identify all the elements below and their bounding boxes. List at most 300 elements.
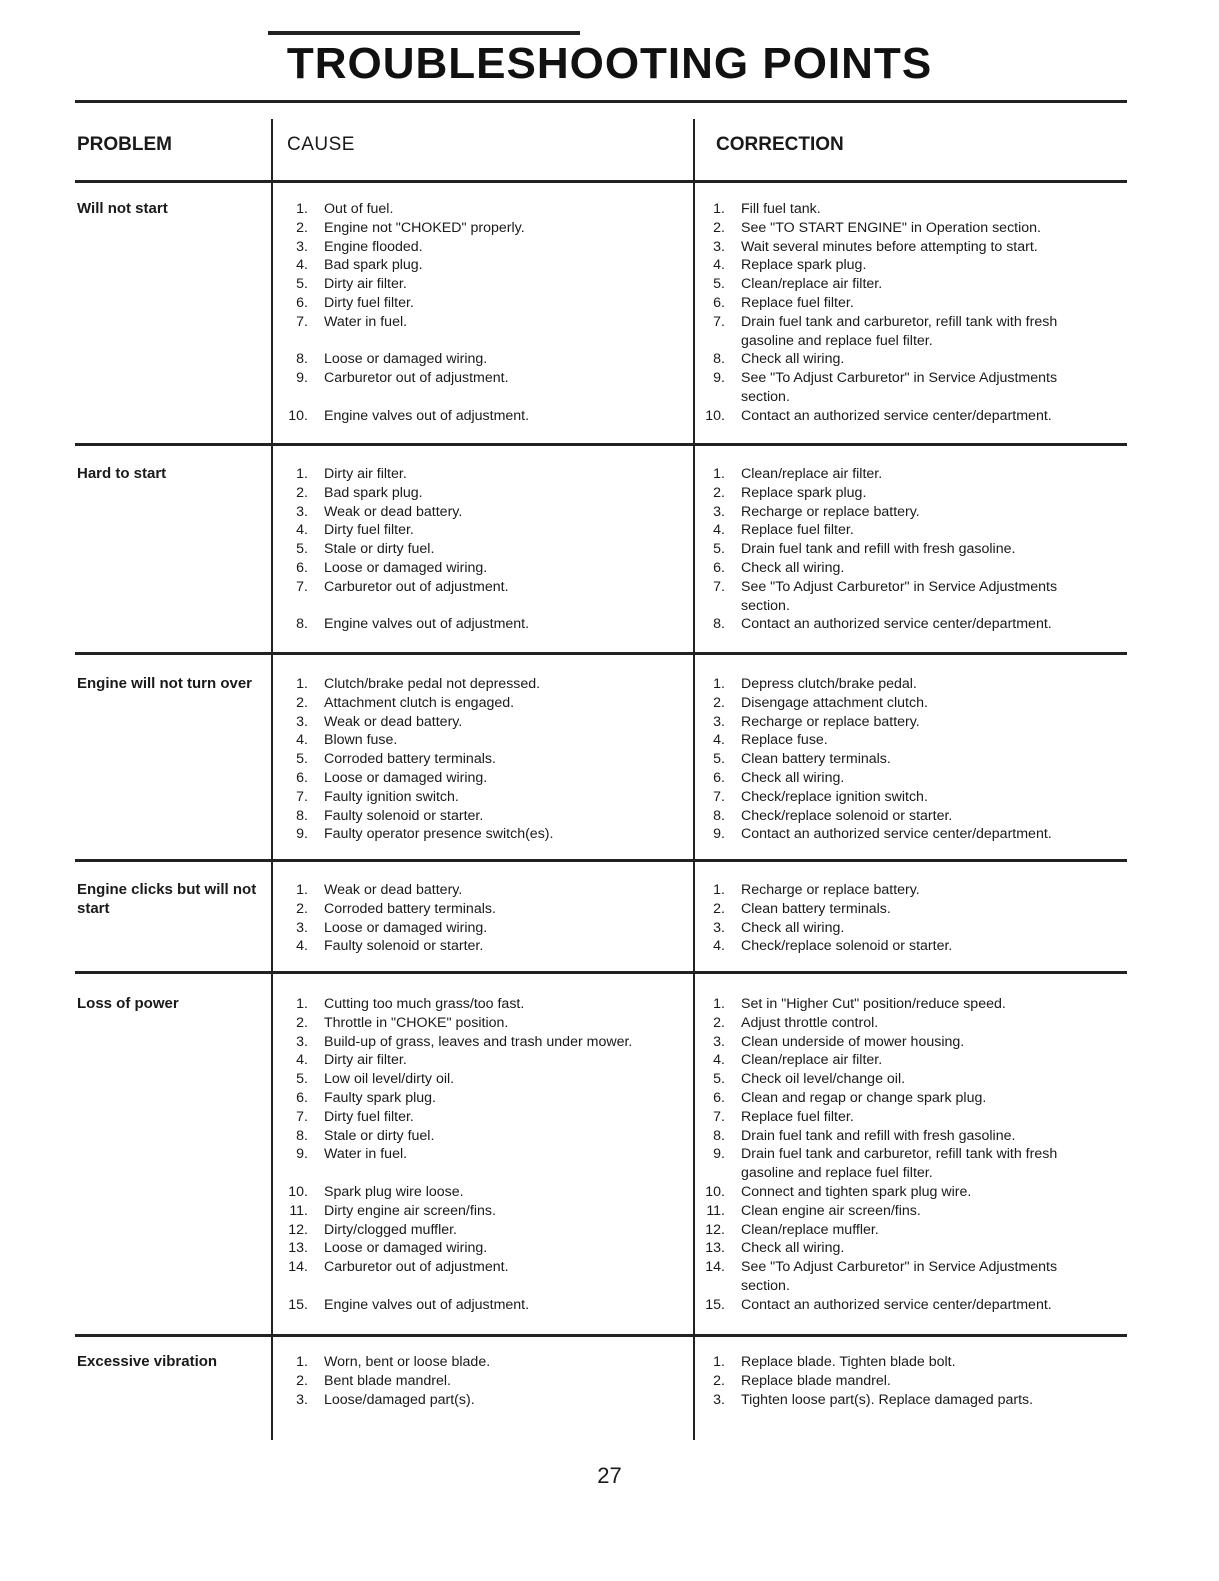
correction-item [697, 1033, 1107, 1052]
item-number: 4. [713, 938, 725, 955]
item-text: section. [741, 1277, 790, 1294]
item-text: Corroded battery terminals. [324, 900, 496, 917]
item-text: Replace fuel filter. [741, 294, 854, 311]
correction-item [697, 1089, 1107, 1108]
item-number: 3. [713, 713, 725, 730]
item-number: 4. [713, 522, 725, 539]
item-number: 15. [705, 1296, 725, 1313]
item-text: Spark plug wire loose. [324, 1183, 464, 1200]
item-text: Bad spark plug. [324, 484, 423, 501]
item-text: section. [741, 597, 790, 614]
item-text: Drain fuel tank and carburetor, refill tank with fresh [741, 1146, 1058, 1163]
item-text: Drain fuel tank and carburetor, refill tank with fresh [741, 313, 1058, 330]
problem-label: Engine clicks but will not start [77, 881, 257, 917]
section-divider [75, 1334, 1127, 1337]
item-number: 1. [713, 466, 725, 482]
cause-item [280, 769, 680, 788]
item-text: Wait several minutes before attempting to start. [741, 238, 1038, 255]
item-text: Tighten loose part(s). Replace damaged parts. [741, 1391, 1034, 1408]
cause-item [280, 807, 680, 826]
cause-item [280, 1239, 680, 1258]
correction-item [697, 388, 1107, 407]
item-text: Dirty air filter. [324, 1052, 407, 1069]
item-text: Recharge or replace battery. [741, 503, 920, 520]
item-number: 3. [296, 919, 308, 936]
cause-item [280, 219, 680, 238]
item-text: Clean/replace air filter. [741, 276, 883, 293]
item-number: 9. [296, 1146, 308, 1163]
item-text: Check/replace solenoid or starter. [741, 807, 953, 824]
item-number: 5. [713, 1071, 725, 1088]
page-number: 27 [597, 1463, 622, 1488]
item-text: Stale or dirty fuel. [324, 1127, 435, 1144]
item-number: 11. [289, 1202, 308, 1219]
correction-item [697, 1258, 1107, 1277]
item-number: 8. [296, 616, 308, 633]
item-text: Clean and regap or change spark plug. [741, 1089, 987, 1106]
item-number: 3. [296, 1033, 308, 1050]
item-text: Recharge or replace battery. [741, 882, 920, 898]
item-text: Check/replace solenoid or starter. [741, 938, 953, 955]
correction-item [697, 881, 1107, 900]
item-text: Loose or damaged wiring. [324, 559, 488, 576]
cause-list [280, 1353, 680, 1409]
item-number: 2. [296, 694, 308, 711]
item-number: 8. [296, 1127, 308, 1144]
item-text: Replace fuel filter. [741, 1108, 854, 1125]
correction-item [697, 200, 1107, 219]
item-text: Water in fuel. [324, 1146, 408, 1163]
header-correction: CORRECTION [716, 134, 844, 155]
problem-label: Hard to start [77, 465, 167, 482]
correction-item [697, 597, 1107, 616]
cause-item [280, 995, 680, 1014]
item-number: 6. [713, 294, 725, 311]
item-text: Engine flooded. [324, 238, 423, 255]
correction-item [697, 769, 1107, 788]
correction-item [697, 919, 1107, 938]
item-number: 6. [296, 769, 308, 786]
cause-item [280, 332, 680, 351]
correction-item [697, 731, 1107, 750]
item-number: 14. [705, 1259, 725, 1276]
correction-item [697, 615, 1107, 634]
item-number: 3. [296, 713, 308, 730]
item-number: 3. [296, 238, 308, 255]
item-text: Replace blade mandrel. [741, 1372, 891, 1389]
item-number: 2. [713, 484, 725, 501]
item-number: 2. [713, 219, 725, 236]
cause-item [280, 1145, 680, 1164]
cause-list [280, 881, 680, 956]
item-text: Loose or damaged wiring. [324, 1240, 488, 1257]
item-number: 7. [713, 313, 725, 330]
correction-item [697, 465, 1107, 484]
item-number: 5. [713, 751, 725, 768]
item-number: 7. [713, 1108, 725, 1125]
item-number: 10. [705, 407, 725, 424]
item-text: Depress clutch/brake pedal. [741, 676, 917, 692]
column-divider-left [271, 119, 273, 1440]
item-number: 2. [296, 484, 308, 501]
item-number: 7. [296, 578, 308, 595]
correction-list [697, 995, 1107, 1315]
cause-item [280, 200, 680, 219]
cause-item [280, 313, 680, 332]
correction-list [697, 465, 1107, 634]
item-number: 9. [713, 370, 725, 387]
cause-item [280, 1089, 680, 1108]
cause-item [280, 256, 680, 275]
cause-item [280, 1127, 680, 1146]
correction-item [697, 238, 1107, 257]
item-text: Clutch/brake pedal not depressed. [324, 676, 541, 692]
item-number: 3. [713, 238, 725, 255]
correction-item [697, 484, 1107, 503]
item-text: Loose or damaged wiring. [324, 919, 488, 936]
item-number: 7. [296, 1108, 308, 1125]
correction-item [697, 788, 1107, 807]
correction-item [697, 1221, 1107, 1240]
cause-item [280, 694, 680, 713]
correction-item [697, 675, 1107, 694]
item-text: Weak or dead battery. [324, 882, 463, 898]
item-number: 5. [713, 541, 725, 558]
item-text: Replace blade. Tighten blade bolt. [741, 1354, 956, 1370]
section-divider [75, 859, 1127, 862]
item-number: 4. [296, 938, 308, 955]
item-number: 13. [705, 1240, 725, 1257]
cause-item [280, 597, 680, 616]
item-text: Weak or dead battery. [324, 503, 463, 520]
cause-item [280, 1372, 680, 1391]
page-title: TROUBLESHOOTING POINTS [286, 39, 933, 88]
item-number: 5. [296, 276, 308, 293]
item-number: 1. [296, 201, 308, 217]
item-text: Check all wiring. [741, 769, 845, 786]
item-number: 2. [296, 900, 308, 917]
correction-item [697, 350, 1107, 369]
correction-item [697, 900, 1107, 919]
cause-item [280, 1014, 680, 1033]
item-number: 3. [296, 1391, 308, 1408]
correction-item [697, 1277, 1107, 1296]
item-number: 4. [713, 257, 725, 274]
problem-label: Engine will not turn over [77, 675, 253, 692]
correction-item [697, 807, 1107, 826]
section-divider [75, 443, 1127, 446]
item-number: 11. [706, 1202, 725, 1219]
item-number: 7. [296, 313, 308, 330]
item-number: 5. [296, 1071, 308, 1088]
correction-item [697, 1183, 1107, 1202]
correction-item [697, 294, 1107, 313]
item-text: Dirty air filter. [324, 466, 407, 482]
item-number: 3. [713, 503, 725, 520]
item-text: gasoline and replace fuel filter. [741, 1165, 933, 1182]
item-text: Check all wiring. [741, 559, 845, 576]
item-text: Dirty fuel filter. [324, 1108, 414, 1125]
item-text: Clean/replace air filter. [741, 466, 883, 482]
item-number: 4. [296, 257, 308, 274]
item-text: Replace spark plug. [741, 257, 867, 274]
item-number: 2. [296, 219, 308, 236]
correction-item [697, 578, 1107, 597]
item-text: Engine valves out of adjustment. [324, 1296, 530, 1313]
cause-list [280, 200, 680, 426]
item-number: 6. [296, 1089, 308, 1106]
item-text: Adjust throttle control. [741, 1014, 879, 1031]
item-text: Check all wiring. [741, 351, 845, 368]
item-text: Dirty engine air screen/fins. [324, 1202, 496, 1219]
item-number: 2. [296, 1014, 308, 1031]
item-text: Bent blade mandrel. [324, 1372, 451, 1389]
item-text: Check all wiring. [741, 919, 845, 936]
cause-item [280, 275, 680, 294]
item-number: 7. [296, 788, 308, 805]
item-number: 1. [713, 1354, 725, 1370]
item-text: Disengage attachment clutch. [741, 694, 928, 711]
item-number: 1. [296, 882, 308, 898]
item-text: Attachment clutch is engaged. [324, 694, 515, 711]
cause-item [280, 788, 680, 807]
cause-item [280, 919, 680, 938]
item-number: 14. [288, 1259, 308, 1276]
title-underline [75, 100, 1127, 103]
item-number: 10. [705, 1183, 725, 1200]
item-text: See "To Adjust Carburetor" in Service Adjustments [741, 1259, 1058, 1276]
item-text: Faulty spark plug. [324, 1089, 436, 1106]
item-text: Clean battery terminals. [741, 900, 891, 917]
item-text: Worn, bent or loose blade. [324, 1354, 491, 1370]
item-number: 8. [296, 807, 308, 824]
item-text: Dirty air filter. [324, 276, 407, 293]
cause-item [280, 1221, 680, 1240]
section-divider [75, 180, 1127, 183]
correction-item [697, 713, 1107, 732]
item-text: Faulty ignition switch. [324, 788, 459, 805]
item-text: Weak or dead battery. [324, 713, 463, 730]
item-text: Check/replace ignition switch. [741, 788, 928, 805]
header-cause: CAUSE [287, 134, 355, 155]
item-text: Dirty fuel filter. [324, 522, 414, 539]
item-number: 3. [296, 503, 308, 520]
item-text: Dirty/clogged muffler. [324, 1221, 457, 1238]
item-text: Drain fuel tank and refill with fresh gasoline. [741, 541, 1016, 558]
cause-item [280, 369, 680, 388]
item-text: Stale or dirty fuel. [324, 541, 435, 558]
cause-item [280, 1070, 680, 1089]
item-number: 7. [713, 578, 725, 595]
item-number: 8. [713, 351, 725, 368]
item-number: 1. [713, 676, 725, 692]
cause-item [280, 388, 680, 407]
item-text: Fill fuel tank. [741, 201, 821, 217]
item-text: Cutting too much grass/too fast. [324, 996, 525, 1012]
cause-list [280, 675, 680, 844]
correction-item [697, 503, 1107, 522]
cause-item [280, 559, 680, 578]
item-number: 4. [296, 1052, 308, 1069]
item-number: 3. [713, 919, 725, 936]
cause-item [280, 675, 680, 694]
item-number: 2. [713, 1372, 725, 1389]
item-number: 5. [296, 541, 308, 558]
item-text: Check oil level/change oil. [741, 1071, 906, 1088]
item-text: Engine not "CHOKED" properly. [324, 219, 525, 236]
cause-item [280, 731, 680, 750]
item-number: 5. [296, 751, 308, 768]
cause-item [280, 540, 680, 559]
item-text: Connect and tighten spark plug wire. [741, 1183, 972, 1200]
item-number: 6. [296, 294, 308, 311]
item-number: 13. [288, 1240, 308, 1257]
item-number: 10. [288, 407, 308, 424]
correction-item [697, 521, 1107, 540]
item-text: Contact an authorized service center/department. [741, 616, 1052, 633]
item-text: Replace fuel filter. [741, 522, 854, 539]
correction-item [697, 694, 1107, 713]
item-text: Out of fuel. [324, 201, 394, 217]
item-number: 2. [296, 1372, 308, 1389]
item-text: Corroded battery terminals. [324, 751, 496, 768]
cause-item [280, 1353, 680, 1372]
item-text: Carburetor out of adjustment. [324, 370, 509, 387]
correction-item [697, 825, 1107, 844]
cause-item [280, 1277, 680, 1296]
item-text: Check all wiring. [741, 1240, 845, 1257]
item-text: Throttle in "CHOKE" position. [324, 1014, 509, 1031]
cause-item [280, 294, 680, 313]
column-divider-right [693, 119, 695, 1440]
cause-item [280, 238, 680, 257]
item-text: Engine valves out of adjustment. [324, 407, 530, 424]
item-number: 6. [713, 769, 725, 786]
item-text: Water in fuel. [324, 313, 408, 330]
cause-item [280, 1391, 680, 1410]
cause-item [280, 503, 680, 522]
correction-item [697, 937, 1107, 956]
title-overline [268, 31, 580, 35]
item-number: 3. [713, 1391, 725, 1408]
correction-list [697, 200, 1107, 426]
correction-item [697, 1164, 1107, 1183]
cause-item [280, 825, 680, 844]
item-text: Carburetor out of adjustment. [324, 1259, 509, 1276]
item-number: 9. [713, 1146, 725, 1163]
cause-item [280, 1183, 680, 1202]
item-text: Clean/replace air filter. [741, 1052, 883, 1069]
item-text: Blown fuse. [324, 732, 398, 749]
correction-item [697, 1353, 1107, 1372]
item-number: 1. [713, 201, 725, 217]
correction-item [697, 219, 1107, 238]
item-text: Recharge or replace battery. [741, 713, 920, 730]
item-number: 4. [713, 1052, 725, 1069]
item-number: 6. [713, 1089, 725, 1106]
correction-item [697, 1239, 1107, 1258]
correction-item [697, 1108, 1107, 1127]
item-number: 1. [296, 466, 308, 482]
item-number: 4. [713, 732, 725, 749]
item-number: 6. [296, 559, 308, 576]
correction-list [697, 881, 1107, 956]
cause-item [280, 484, 680, 503]
item-number: 7. [713, 788, 725, 805]
item-text: Faulty solenoid or starter. [324, 938, 484, 955]
correction-list [697, 675, 1107, 844]
section-divider [75, 652, 1127, 655]
cause-item [280, 713, 680, 732]
cause-item [280, 407, 680, 426]
correction-item [697, 256, 1107, 275]
item-text: Faulty solenoid or starter. [324, 807, 484, 824]
item-number: 3. [713, 1033, 725, 1050]
cause-item [280, 1108, 680, 1127]
item-number: 9. [713, 826, 725, 843]
item-text: Replace fuse. [741, 732, 828, 749]
item-text: Engine valves out of adjustment. [324, 616, 530, 633]
item-text: See "TO START ENGINE" in Operation section. [741, 219, 1041, 236]
item-text: Dirty fuel filter. [324, 294, 414, 311]
correction-item [697, 332, 1107, 351]
item-text: Clean battery terminals. [741, 751, 891, 768]
item-number: 12. [288, 1221, 308, 1238]
item-text: Loose or damaged wiring. [324, 351, 488, 368]
item-number: 1. [296, 1354, 308, 1370]
correction-item [697, 369, 1107, 388]
cause-item [280, 1051, 680, 1070]
cause-item [280, 615, 680, 634]
item-text: section. [741, 388, 790, 405]
problem-label: Loss of power [77, 995, 179, 1012]
cause-item [280, 578, 680, 597]
item-number: 5. [713, 276, 725, 293]
item-text: Low oil level/dirty oil. [324, 1071, 455, 1088]
item-text: Loose or damaged wiring. [324, 769, 488, 786]
cause-item [280, 900, 680, 919]
correction-item [697, 750, 1107, 769]
problem-label: Excessive vibration [77, 1353, 218, 1370]
correction-item [697, 1391, 1107, 1410]
correction-item [697, 559, 1107, 578]
item-text: Bad spark plug. [324, 257, 423, 274]
cause-item [280, 1258, 680, 1277]
item-text: gasoline and replace fuel filter. [741, 332, 933, 349]
cause-item [280, 1296, 680, 1315]
item-text: Faulty operator presence switch(es). [324, 826, 554, 843]
header-problem: PROBLEM [77, 134, 172, 155]
item-text: Clean/replace muffler. [741, 1221, 879, 1238]
item-number: 2. [713, 694, 725, 711]
item-text: Set in "Higher Cut" position/reduce speed. [741, 996, 1006, 1012]
item-number: 8. [713, 616, 725, 633]
cause-item [280, 750, 680, 769]
correction-item [697, 1014, 1107, 1033]
correction-item [697, 1145, 1107, 1164]
cause-list [280, 465, 680, 634]
item-text: See "To Adjust Carburetor" in Service Adjustments [741, 370, 1058, 387]
problem-label: Will not start [77, 200, 168, 217]
item-number: 6. [713, 559, 725, 576]
cause-item [280, 1202, 680, 1221]
correction-item [697, 1070, 1107, 1089]
item-number: 9. [296, 370, 308, 387]
correction-item [697, 407, 1107, 426]
cause-item [280, 350, 680, 369]
item-number: 12. [705, 1221, 725, 1238]
cause-item [280, 521, 680, 540]
